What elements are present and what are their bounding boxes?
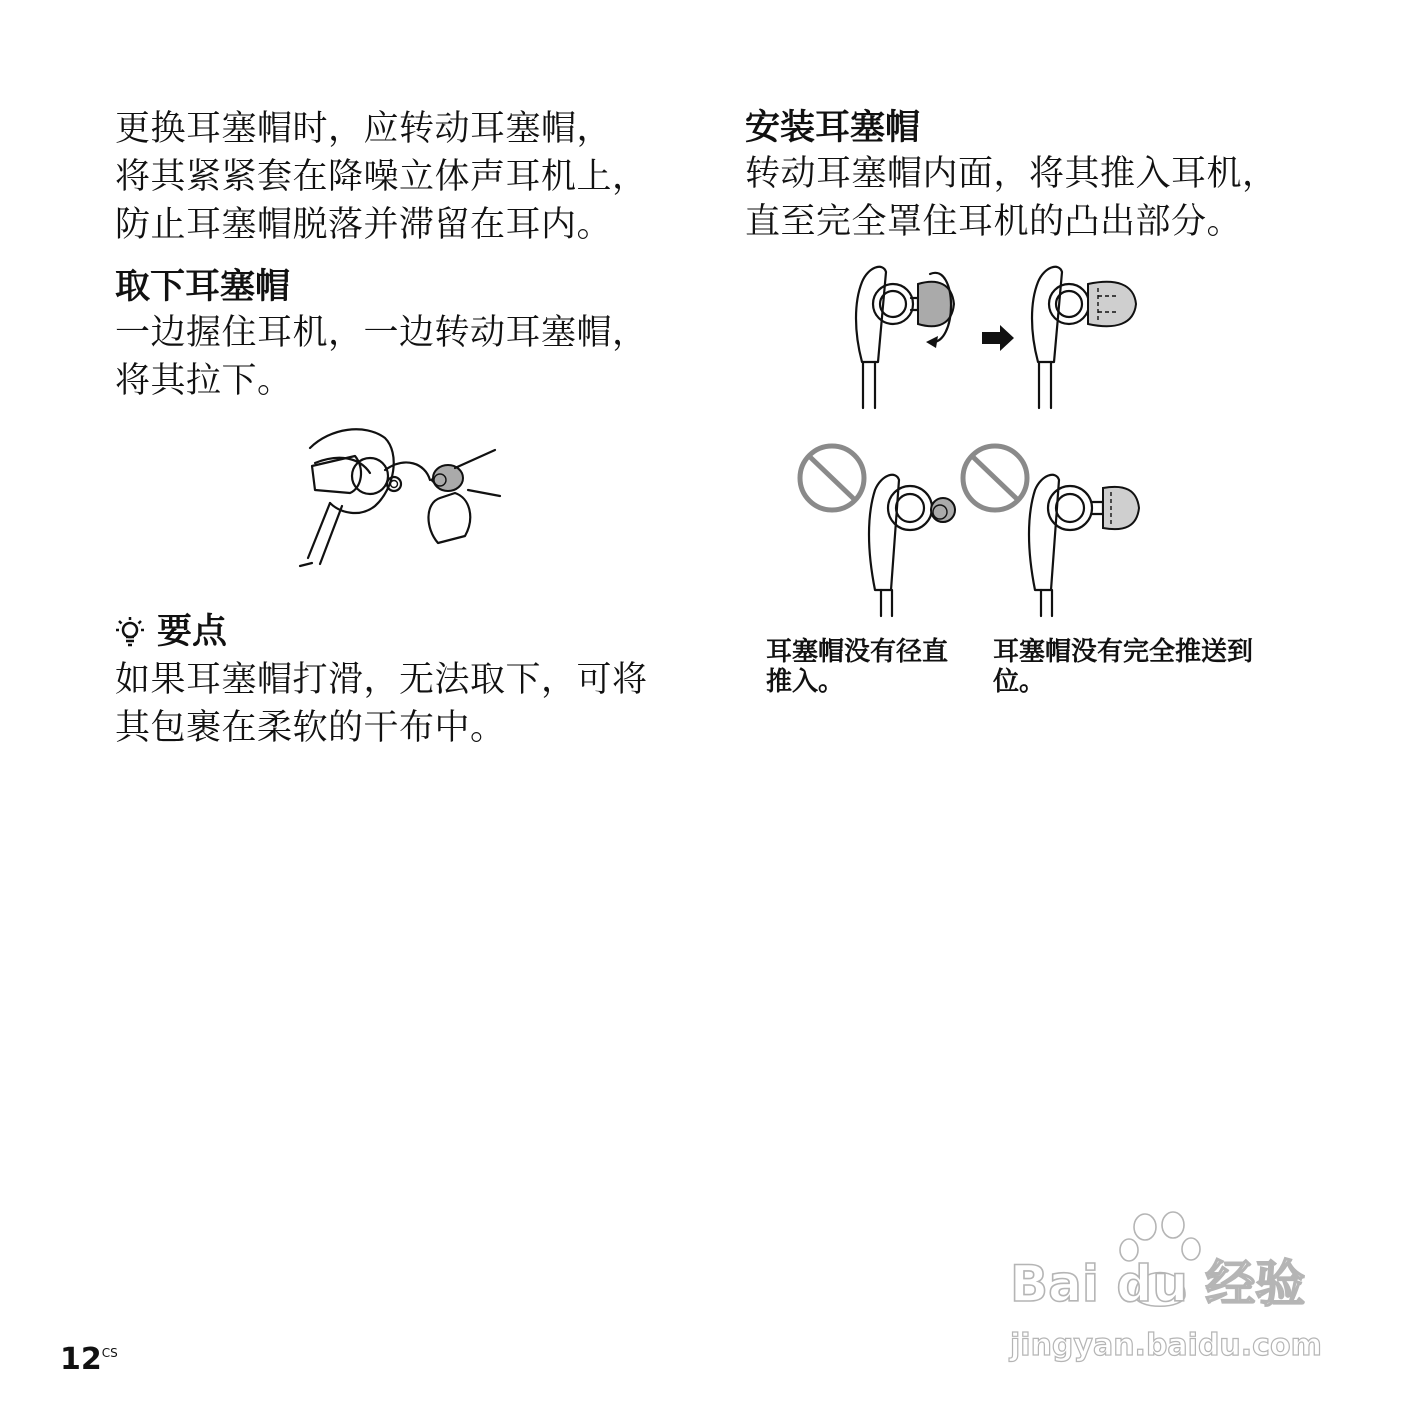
earphone-after bbox=[1032, 267, 1136, 408]
tip-line-1: 如果耳塞帽打滑，无法取下，可将 bbox=[115, 660, 648, 700]
remove-line-1: 一边握住耳机，一边转动耳塞帽， bbox=[115, 313, 648, 353]
tip-line-2: 其包裹在柔软的干布中。 bbox=[115, 708, 506, 748]
caption-wrong-angle-line-2: 推入。 bbox=[766, 667, 845, 697]
tip-heading-row bbox=[115, 610, 227, 654]
remove-paragraph bbox=[115, 309, 695, 405]
tip-paragraph bbox=[115, 656, 695, 752]
install-paragraph bbox=[745, 150, 1365, 246]
caption-wrong-angle-line-1: 耳塞帽没有径直 bbox=[766, 637, 949, 667]
caption-not-fully-line-2: 位。 bbox=[993, 667, 1046, 697]
remove-line-2: 将其拉下。 bbox=[115, 361, 293, 401]
earphone-tilted bbox=[869, 475, 955, 616]
caption-wrong-angle bbox=[766, 637, 976, 697]
install-illustration bbox=[848, 262, 1148, 412]
prohibited-icon bbox=[800, 446, 864, 510]
intro-line-2: 将其紧紧套在降噪立体声耳机上， bbox=[115, 157, 648, 197]
arrow-right-icon bbox=[982, 325, 1014, 351]
earphone-not-fully bbox=[1029, 475, 1139, 616]
page-number bbox=[60, 1342, 118, 1377]
install-line-1: 转动耳塞帽内面，将其推入耳机， bbox=[745, 154, 1278, 194]
intro-line-3: 防止耳塞帽脱落并滞留在耳内。 bbox=[115, 205, 613, 245]
caption-not-fully-line-1: 耳塞帽没有完全推送到 bbox=[993, 637, 1254, 667]
intro-line-1: 更换耳塞帽时，应转动耳塞帽， bbox=[115, 109, 613, 149]
wrong-examples-illustration bbox=[795, 440, 1155, 620]
remove-illustration bbox=[290, 418, 510, 568]
tip-heading: 要点 bbox=[157, 612, 228, 652]
intro-paragraph bbox=[115, 105, 695, 249]
page-number-value: 12 bbox=[60, 1342, 102, 1377]
page-number-suffix: CS bbox=[101, 1346, 118, 1360]
install-line-2: 直至完全罩住耳机的凸出部分。 bbox=[745, 202, 1243, 242]
lightbulb-icon bbox=[115, 615, 145, 649]
prohibited-icon-2 bbox=[963, 446, 1027, 510]
baidu-watermark bbox=[1005, 1205, 1335, 1365]
remove-heading: 取下耳塞帽 bbox=[115, 267, 291, 307]
caption-not-fully bbox=[993, 637, 1283, 697]
watermark-url: jingyan.baidu.com bbox=[1010, 1328, 1322, 1363]
earphone-before bbox=[856, 267, 954, 408]
watermark-brand: Bai du 经验 bbox=[1010, 1255, 1306, 1313]
install-heading: 安装耳塞帽 bbox=[745, 108, 921, 148]
